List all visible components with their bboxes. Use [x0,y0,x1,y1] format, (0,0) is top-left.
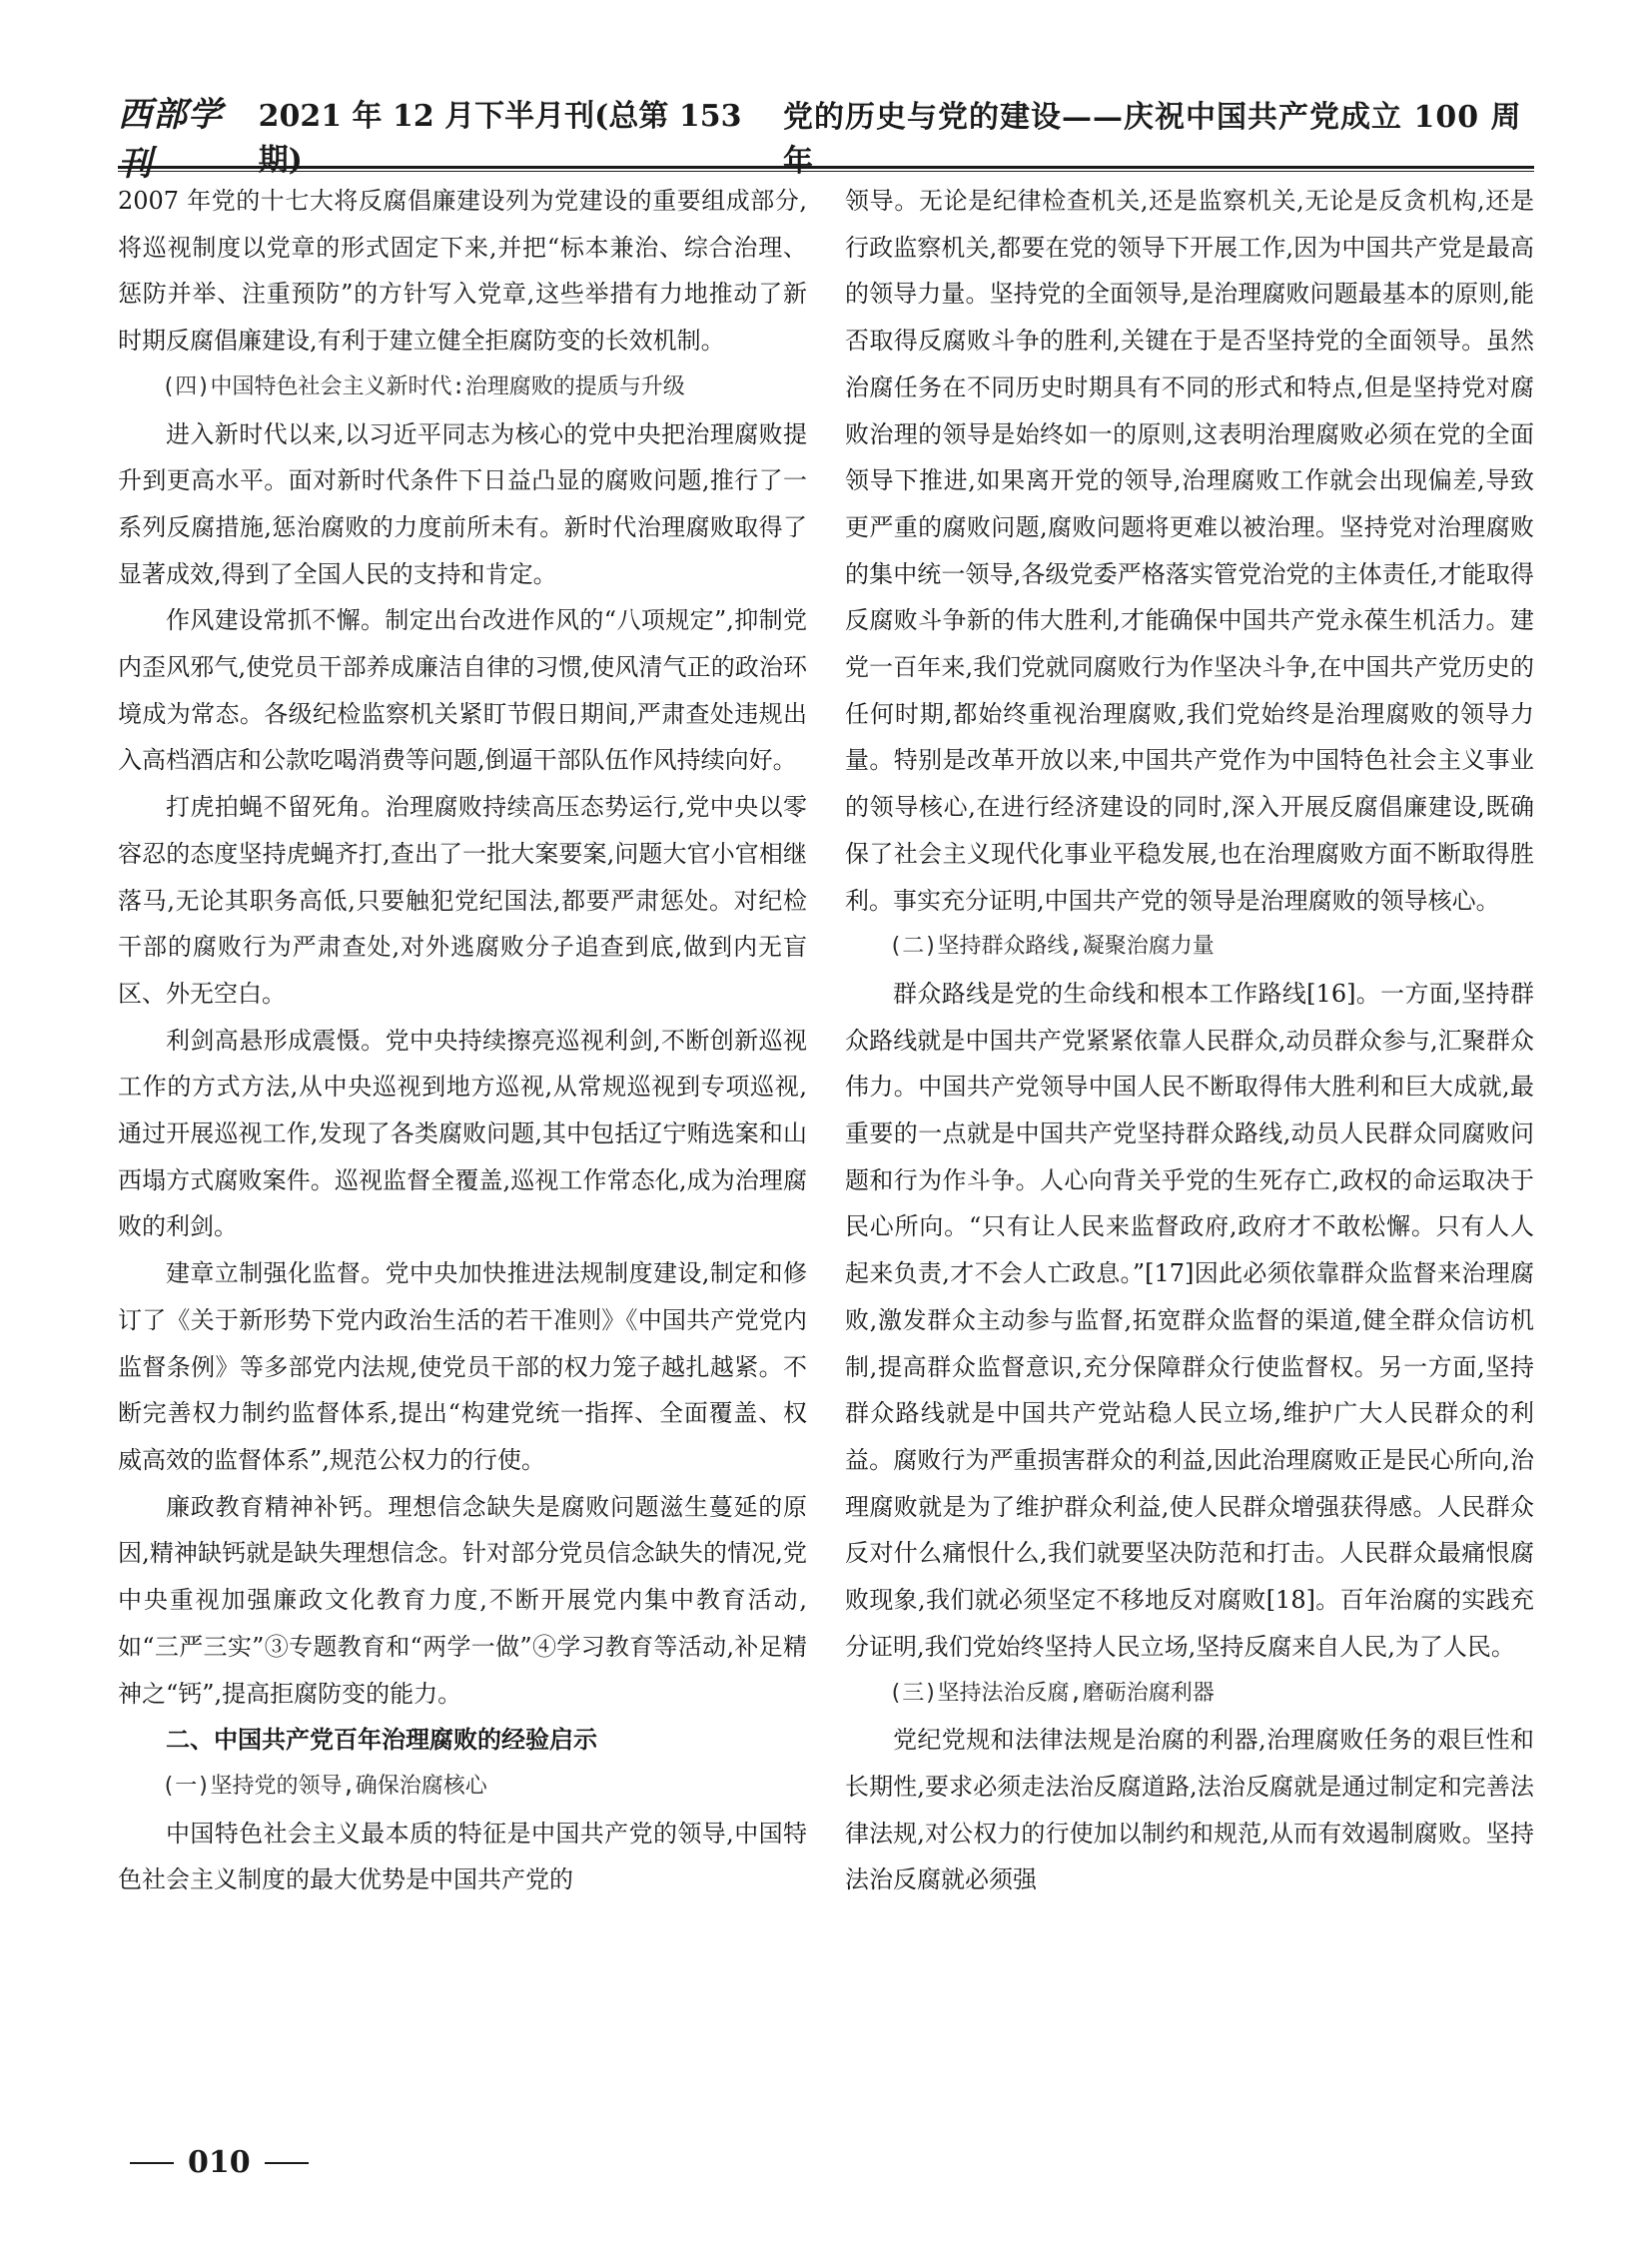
paragraph: 作风建设常抓不懈。制定出台改进作风的“八项规定”,抑制党内歪风邪气,使党员干部养成廉洁自律的习惯,使风清气正的政治环境成为常态。各级纪检监察机关紧盯节假日期间,严肃查处违规出入高档酒店和公款吃喝消费等问题,倒逼干部队伍作风持续向好。 [118,606,807,775]
paragraph: 打虎拍蝇不留死角。治理腐败持续高压态势运行,党中央以零容忍的态度坚持虎蝇齐打,查出了一批大案要案,问题大官小官相继落马,无论其职务高低,只要触犯党纪国法,都要严肃惩处。对纪检干部的腐败行为严肃查处,对外逃腐败分子追查到底,做到内无盲区、外无空白。 [118,793,807,1008]
column-title: 党的历史与党的建设——庆祝中国共产党成立 100 周年 [783,100,1522,179]
footer-dash-left [130,2162,174,2164]
paragraph: 中国特色社会主义最本质的特征是中国共产党的领导,中国特色社会主义制度的最大优势是中国共产党的 [118,1819,807,1894]
paragraph: 进入新时代以来,以习近平同志为核心的党中央把治理腐败提升到更高水平。面对新时代条件下日益凸显的腐败问题,推行了一系列反腐措施,惩治腐败的力度前所未有。新时代治理腐败取得了显著成效,得到了全国人民的支持和肯定。 [118,419,807,588]
paragraph: 2007 年党的十七大将反腐倡廉建设列为党建设的重要组成部分,将巡视制度以党章的形式固定下来,并把“标本兼治、综合治理、惩防并举、注重预防”的方针写入党章,这些举措有力地推动了新时期反腐倡廉建设,有利于建立健全拒腐防变的长效机制。 [118,187,807,356]
section-heading: 二、中国共产党百年治理腐败的经验启示 [166,1726,597,1755]
paragraph: 建章立制强化监督。党中央加快推进法规制度建设,制定和修订了《关于新形势下党内政治生活的若干准则》《中国共产党党内监督条例》等多部党内法规,使党员干部的权力笼子越扎越紧。不断完善权力制约监督体系,提出“构建党统一指挥、全面覆盖、权威高效的监督体系”,规范公权力的行使。 [118,1259,807,1474]
paragraph: 利剑高悬形成震慑。党中央持续擦亮巡视利剑,不断创新巡视工作的方式方法,从中央巡视到地方巡视,从常规巡视到专项巡视,通过开展巡视工作,发现了各类腐败问题,其中包括辽宁贿选案和山西塌方式腐败案件。巡视监督全覆盖,巡视工作常态化,成为治理腐败的利剑。 [118,1026,807,1241]
paragraph: 党纪党规和法律法规是治腐的利器,治理腐败任务的艰巨性和长期性,要求必须走法治反腐道路,法治反腐就是通过制定和完善法律法规,对公权力的行使加以制约和规范,从而有效遏制腐败。坚持法治反腐就必须强 [845,1726,1534,1894]
page-number: 010 [188,2145,251,2180]
subsection-heading: (三)坚持法治反腐,磨砺治腐利器 [889,1680,1215,1706]
journal-logo: 西部学刊 [118,95,223,184]
footer-dash-right [265,2162,309,2164]
journal-issue: 2021 年 12 月下半月刊(总第 153 期) [258,99,742,178]
subsection-heading: (二)坚持群众路线,凝聚治腐力量 [889,934,1215,960]
right-column [845,178,1534,2075]
page-footer [130,2145,309,2180]
left-column [118,178,807,2075]
header-rule [118,166,1534,169]
header-rule-thin [118,171,1534,172]
subsection-heading: (四)中国特色社会主义新时代:治理腐败的提质与升级 [162,374,685,399]
subsection-heading: (一)坚持党的领导,确保治腐核心 [162,1773,487,1799]
paragraph: 领导。无论是纪律检查机关,还是监察机关,无论是反贪机构,还是行政监察机关,都要在党的领导下开展工作,因为中国共产党是最高的领导力量。坚持党的全面领导,是治理腐败问题最基本的原则,能否取得反腐败斗争的胜利,关键在于是否坚持党的全面领导。虽然治腐任务在不同历史时期具有不同的形式和特点,但是坚持党对腐败治理的领导是始终如一的原则,这表明治理腐败必须在党的全面领导下推进,如果离开党的领导,治理腐败工作就会出现偏差,导致更严重的腐败问题,腐败问题将更难以被治理。坚持党对治理腐败的集中统一领导,各级党委严格落实管党治党的主体责任,才能取得反腐败斗争新的伟大胜利,才能确保中国共产党永葆生机活力。建党一百年来,我们党就同腐败行为作坚决斗争,在中国共产党历史的任何时期,都始终重视治理腐败,我们党始终是治理腐败的领导力量。特别是改革开放以来,中国共产党作为中国特色社会主义事业的领导核心,在进行经济建设的同时,深入开展反腐倡廉建设,既确保了社会主义现代化事业平稳发展,也在治理腐败方面不断取得胜利。事实充分证明,中国共产党的领导是治理腐败的领导核心。 [845,187,1534,915]
page-header [118,95,1534,184]
paragraph: 廉政教育精神补钙。理想信念缺失是腐败问题滋生蔓延的原因,精神缺钙就是缺失理想信念。针对部分党员信念缺失的情况,党中央重视加强廉政文化教育力度,不断开展党内集中教育活动,如“三严三实”③专题教育和“两学一做”④学习教育等活动,补足精神之“钙”,提高拒腐防变的能力。 [118,1492,807,1708]
paragraph: 群众路线是党的生命线和根本工作路线[16]。一方面,坚持群众路线就是中国共产党紧紧依靠人民群众,动员群众参与,汇聚群众伟力。中国共产党领导中国人民不断取得伟大胜利和巨大成就,最重要的一点就是中国共产党坚持群众路线,动员人民群众同腐败问题和行为作斗争。人心向背关乎党的生死存亡,政权的命运取决于民心所向。“只有让人民来监督政府,政府才不敢松懈。只有人人起来负责,才不会人亡政息。”[17]因此必须依靠群众监督来治理腐败,激发群众主动参与监督,拓宽群众监督的渠道,健全群众信访机制,提高群众监督意识,充分保障群众行使监督权。另一方面,坚持群众路线就是中国共产党站稳人民立场,维护广大人民群众的利益。腐败行为严重损害群众的利益,因此治理腐败正是民心所向,治理腐败就是为了维护群众利益,使人民群众增强获得感。人民群众反对什么痛恨什么,我们就要坚决防范和打击。人民群众最痛恨腐败现象,我们就必须坚定不移地反对腐败[18]。百年治腐的实践充分证明,我们党始终坚持人民立场,坚持反腐来自人民,为了人民。 [845,979,1534,1661]
